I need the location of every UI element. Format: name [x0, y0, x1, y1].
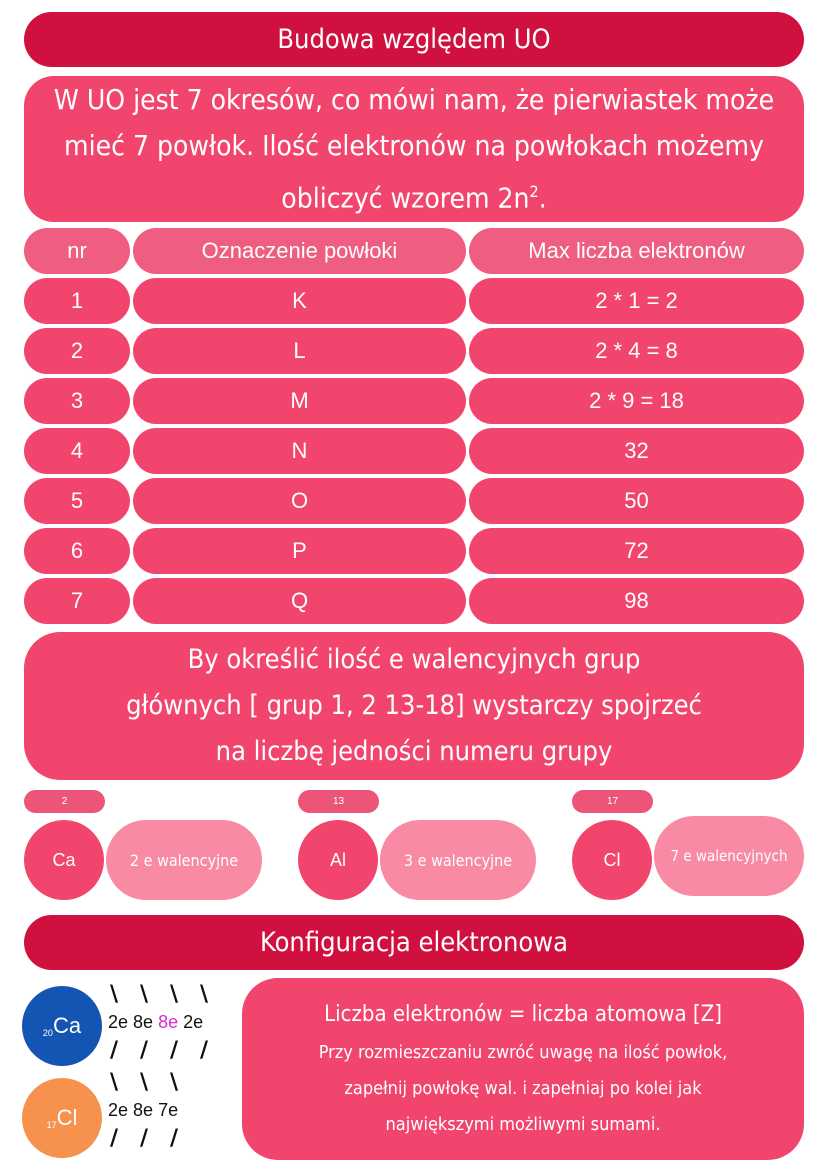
shell-arc-icon: / [110, 1126, 119, 1151]
shell-arc-icon: \ [170, 982, 179, 1007]
shell-value: 7e [158, 1100, 179, 1120]
section-header-konfiguracja [24, 915, 804, 970]
valence-desc: 7 e walencyjnych [654, 816, 804, 896]
shell-value: 2e [183, 1012, 204, 1032]
intro-box [24, 76, 804, 222]
section-title: Konfiguracja elektronowa [259, 927, 569, 958]
config-info-box [242, 978, 804, 1160]
table-cell: 98 [469, 578, 804, 624]
table-header-cell: nr [24, 228, 130, 274]
shell-arc-icon: \ [140, 1070, 149, 1095]
atomic-number: 17 [46, 1120, 57, 1130]
table-cell: 5 [24, 478, 130, 524]
table-header-cell: Max liczba elektronów [469, 228, 804, 274]
section-header-budowa [24, 12, 804, 67]
intro-line-1: W UO jest 7 okresów, co mówi nam, że pierwiastek może [53, 82, 775, 116]
table-cell: Q [133, 578, 466, 624]
valence-desc: 2 e walencyjne [106, 820, 262, 900]
shell-values [108, 1100, 178, 1121]
shell-arc-icon: / [200, 1038, 209, 1063]
shell-values [108, 1012, 203, 1033]
config-line-1: Przy rozmieszczaniu zwróć uwagę na ilość powłok, [318, 1042, 728, 1063]
shell-value: 8e [133, 1012, 154, 1032]
atom-cl [22, 1078, 102, 1158]
table-cell: 6 [24, 528, 130, 574]
atom-symbol: Ca [52, 1013, 82, 1038]
shell-value: 8e [133, 1100, 154, 1120]
valence-line-3: na liczbę jedności numeru grupy [215, 736, 613, 767]
shell-arc-icon: / [170, 1126, 179, 1151]
config-line-2: zapełnij powłokę wal. i zapełniaj po kolei jak [344, 1078, 702, 1099]
shell-arc-icon: / [170, 1038, 179, 1063]
config-title: Liczba elektronów = liczba atomowa [Z] [324, 1002, 722, 1027]
table-cell: 50 [469, 478, 804, 524]
shell-value-highlighted: 8e [158, 1012, 179, 1032]
shell-arc-icon: \ [110, 1070, 119, 1095]
table-cell: 2 * 9 = 18 [469, 378, 804, 424]
group-tag: 2 [24, 790, 105, 813]
config-line-3: największymi możliwymi sumami. [385, 1114, 661, 1135]
ca-shell-diagram [104, 978, 236, 1078]
shell-value: 2e [108, 1012, 129, 1032]
intro-line-3: obliczyć wzorem $2n^2$. [281, 181, 547, 215]
table-cell: K [133, 278, 466, 324]
shell-arc-icon: \ [110, 982, 119, 1007]
table-cell: 1 [24, 278, 130, 324]
shell-arc-icon: \ [140, 982, 149, 1007]
atomic-number: 20 [42, 1028, 53, 1038]
shell-arc-icon: / [140, 1126, 149, 1151]
element-cl: Cl [572, 820, 652, 900]
section-title: Budowa względem UO [277, 24, 551, 55]
table-cell: N [133, 428, 466, 474]
group-tag: 13 [298, 790, 379, 813]
table-cell: M [133, 378, 466, 424]
atom-symbol: Cl [56, 1105, 78, 1130]
table-header-cell: Oznaczenie powłoki [133, 228, 466, 274]
table-cell: 3 [24, 378, 130, 424]
table-cell: 7 [24, 578, 130, 624]
valence-line-2: głównych [ grup 1, 2 13-18] wystarczy spojrzeć [126, 690, 702, 721]
intro-line-2: mieć 7 powłok. Ilość elektronów na powłokach możemy [64, 128, 764, 162]
exponent: 2 [529, 181, 539, 201]
table-cell: 32 [469, 428, 804, 474]
shell-arc-icon: \ [200, 982, 209, 1007]
table-cell: 2 [24, 328, 130, 374]
atom-ca [22, 986, 102, 1066]
cl-shell-diagram [104, 1066, 214, 1166]
table-cell: 72 [469, 528, 804, 574]
element-ca: Ca [24, 820, 104, 900]
table-cell: 2 * 4 = 8 [469, 328, 804, 374]
group-tag: 17 [572, 790, 653, 813]
valence-line-1: By określić ilość e walencyjnych grup [187, 644, 641, 675]
table-cell: O [133, 478, 466, 524]
table-cell: 2 * 1 = 2 [469, 278, 804, 324]
table-cell: L [133, 328, 466, 374]
valence-info-box [24, 632, 804, 780]
table-cell: 4 [24, 428, 130, 474]
shell-arc-icon: / [140, 1038, 149, 1063]
table-cell: P [133, 528, 466, 574]
valence-desc: 3 e walencyjne [380, 820, 536, 900]
shell-arc-icon: \ [170, 1070, 179, 1095]
element-al: Al [298, 820, 378, 900]
shell-value: 2e [108, 1100, 129, 1120]
shell-arc-icon: / [110, 1038, 119, 1063]
